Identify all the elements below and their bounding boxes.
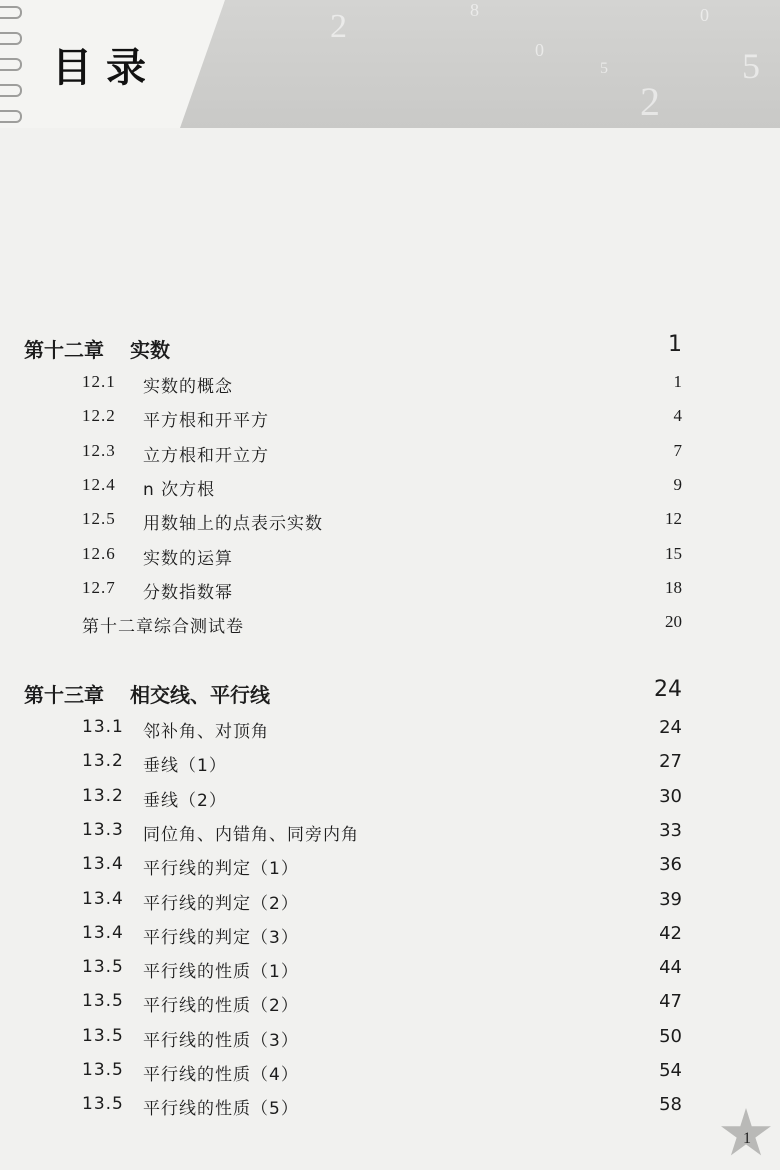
toc-entry[interactable]: [0, 782, 780, 812]
section-title: 用数轴上的点表示实数: [143, 514, 323, 535]
section-title: 邻补角、对顶角: [143, 722, 269, 742]
section-number: 12.7: [82, 577, 116, 597]
section-page: 36: [659, 854, 682, 876]
section-title: 平行线的性质（2）: [143, 996, 299, 1017]
header-decoration: 2 8 0 5 2 5 0: [330, 0, 760, 124]
section-page: 4: [673, 406, 682, 426]
toc-entry[interactable]: [0, 850, 780, 880]
section-title: n 次方根: [143, 479, 216, 500]
section-title: 平行线的性质（5）: [143, 1099, 299, 1120]
toc-entry[interactable]: [0, 540, 780, 570]
toc-entry[interactable]: [0, 1056, 780, 1086]
section-title: 平方根和开平方: [143, 411, 269, 432]
section-page: 54: [659, 1060, 682, 1081]
section-title: 平行线的性质（1）: [143, 962, 299, 983]
toc-entry[interactable]: [0, 747, 780, 777]
section-page: 47: [659, 991, 682, 1013]
toc-entry[interactable]: [0, 1022, 780, 1052]
toc-entry[interactable]: [0, 713, 780, 743]
section-page: 24: [659, 717, 682, 738]
section-title: 立方根和开立方: [143, 445, 269, 466]
section-title: 垂线（2）: [143, 790, 227, 811]
section-title: 平行线的判定（1）: [143, 859, 299, 880]
toc-entry[interactable]: [0, 816, 780, 846]
section-title: 第十二章综合测试卷: [82, 617, 244, 638]
toc-entry[interactable]: [0, 368, 780, 398]
toc-entry[interactable]: [0, 574, 780, 604]
chapter-number: 第十三章: [24, 683, 104, 707]
section-page: 15: [665, 543, 682, 563]
section-page: 58: [659, 1094, 682, 1116]
page-title: 目录: [52, 45, 160, 91]
section-number: 13.4: [82, 922, 124, 943]
chapter-number: 第十二章: [24, 338, 104, 362]
chapter-page: 24: [654, 677, 682, 702]
chapter-title: 相交线、平行线: [130, 683, 270, 707]
section-page: 33: [659, 819, 682, 841]
section-page: 18: [665, 577, 682, 597]
toc-entry[interactable]: [0, 608, 780, 638]
section-page: 30: [659, 785, 682, 807]
spiral-binding-icon: [0, 6, 22, 116]
section-number: 13.5: [82, 1094, 124, 1115]
section-title: 实数的概念: [143, 377, 233, 397]
toc-entry[interactable]: [0, 402, 780, 432]
section-page: 1: [673, 372, 682, 391]
section-number: 13.3: [82, 819, 124, 840]
section-title: 实数的运算: [143, 548, 233, 569]
section-number: 12.2: [82, 406, 116, 426]
section-number: 13.5: [82, 991, 124, 1012]
section-page: 39: [659, 888, 682, 910]
section-page: 50: [659, 1025, 682, 1047]
section-page: 44: [659, 957, 682, 979]
section-number: 12.4: [82, 474, 116, 494]
section-page: 27: [659, 751, 682, 773]
section-title: 同位角、内错角、同旁内角: [143, 824, 359, 845]
chapter-title: 实数: [130, 338, 170, 362]
page-number: 1: [743, 1130, 751, 1147]
section-page: 12: [665, 509, 682, 529]
section-number: 12.3: [82, 440, 116, 460]
section-number: 13.2: [82, 785, 124, 806]
section-title: 平行线的判定（2）: [143, 893, 299, 914]
section-number: 13.5: [82, 957, 124, 978]
section-title: 平行线的性质（3）: [143, 1030, 299, 1051]
section-number: 13.1: [82, 717, 124, 737]
section-number: 12.5: [82, 509, 116, 529]
section-page: 9: [673, 474, 682, 494]
toc-entry[interactable]: [0, 505, 780, 535]
section-title: 平行线的性质（4）: [143, 1065, 299, 1085]
page-number-badge: [690, 1100, 780, 1170]
chapter-heading[interactable]: [0, 330, 780, 364]
section-page: 7: [673, 440, 682, 460]
toc-entry[interactable]: [0, 885, 780, 915]
section-number: 12.1: [82, 372, 116, 391]
toc-entry[interactable]: [0, 471, 780, 501]
section-number: 13.4: [82, 888, 124, 909]
chapter-heading[interactable]: [0, 675, 780, 709]
chapter-page: 1: [668, 332, 682, 357]
section-title: 平行线的判定（3）: [143, 927, 299, 948]
section-page: 20: [665, 612, 682, 632]
section-number: 13.2: [82, 751, 124, 772]
section-title: 垂线（1）: [143, 756, 227, 777]
section-number: 12.6: [82, 543, 116, 563]
toc-entry[interactable]: [0, 437, 780, 467]
section-number: 13.4: [82, 854, 124, 875]
toc-entry[interactable]: [0, 953, 780, 983]
section-number: 13.5: [82, 1060, 124, 1080]
toc-entry[interactable]: [0, 987, 780, 1017]
toc-entry[interactable]: [0, 1090, 780, 1120]
section-page: 42: [659, 922, 682, 944]
toc-entry[interactable]: [0, 919, 780, 949]
section-number: 13.5: [82, 1025, 124, 1046]
section-title: 分数指数幂: [143, 582, 233, 603]
